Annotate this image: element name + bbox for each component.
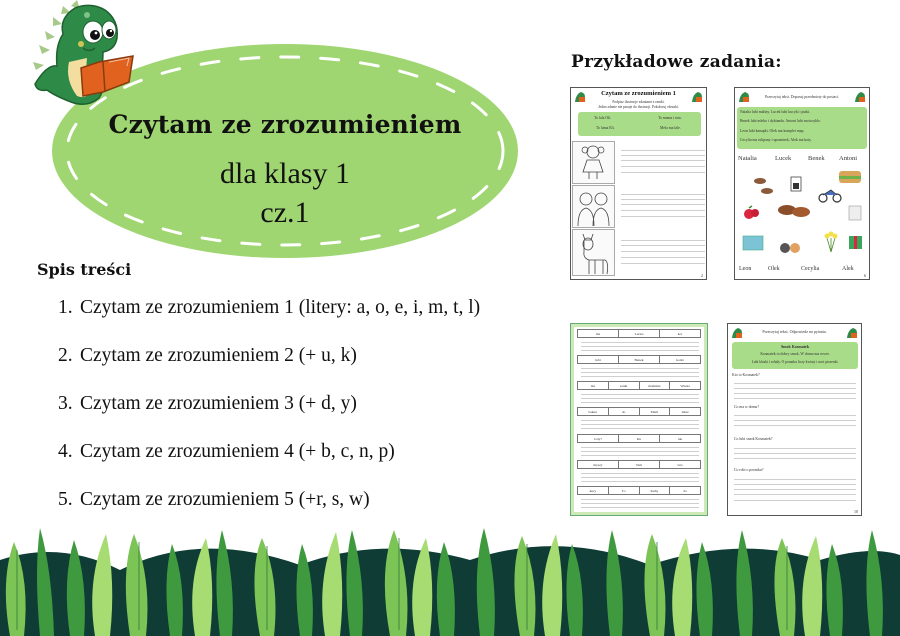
examples-heading: Przykładowe zadania: [571, 52, 782, 72]
example-page-2: Przeczytaj tekst. Dopasuj przedmioty do postaci. Natalia lubi maliny. Lucek lubi kucyki i ptaki. Benek lubi mleko i dyktanda. Antoni lubi motocykle. Leon lubi kanapki. Olek ma komplet map. Cecylia ma tulipany i upominek. Alek ma koty. Natalia Lucek Benek Antoni Leon Olek Cecylia Alek 6 [734, 87, 870, 280]
foliage-border-icon [0, 520, 900, 636]
parents-picture-icon [572, 185, 615, 228]
cover-part: cz.1 [260, 196, 310, 229]
toc-item: 1. Czytam ze zrozumieniem 1 (litery: a, o, e, i, m, t, l) [58, 297, 481, 318]
toc-list [58, 294, 480, 534]
example-page-3: ma Lucka kot lubi Benek kotki ma sanki malutkie Wiesia bakier do Mam lubie lody? Ku tak myszy Tam lata kury To Kuby do [570, 323, 708, 516]
toc-item: 2. Czytam ze zrozumieniem 2 (+ u, k) [58, 345, 357, 366]
dinosaur-mascot-icon [25, 0, 137, 112]
items-illustrations [735, 166, 870, 261]
example-page-4: Przeczytaj tekst. Odpowiedz na pytania. Smok Kosmatek Kosmatek to dobry smok. W domu ma rower. Lubi kluski i rolady. O poranku liczy kwiaty i nuci piosenki. Kto to Kosmatek? Co ma w domu? Co lubi smok Kosmatek? Co robi o poranku? 10 [727, 323, 862, 516]
toc-item: 3. Czytam ze zrozumieniem 3 (+ d, y) [58, 393, 357, 414]
cover-title: Czytam ze zrozumieniem [108, 110, 462, 139]
toc-item: 4. Czytam ze zrozumieniem 4 (+ b, c, n, p) [58, 441, 395, 462]
toc-heading: Spis treści [37, 260, 132, 279]
toc-item: 5. Czytam ze zrozumieniem 5 (+r, s, w) [58, 489, 370, 510]
example-page-1: Czytam ze zrozumieniem 1 Podpisz ilustracje zdaniami z ramki. Jedno zdanie nie pasuje do ilustracji. Pokoloruj obrazki. To lala Oli. To mama i tata. To lama Eli. Mela ma lale. 2 [570, 87, 707, 280]
llama-picture-icon [572, 229, 615, 276]
cover-subtitle: dla klasy 1 [220, 157, 350, 190]
doll-picture-icon [572, 141, 615, 184]
